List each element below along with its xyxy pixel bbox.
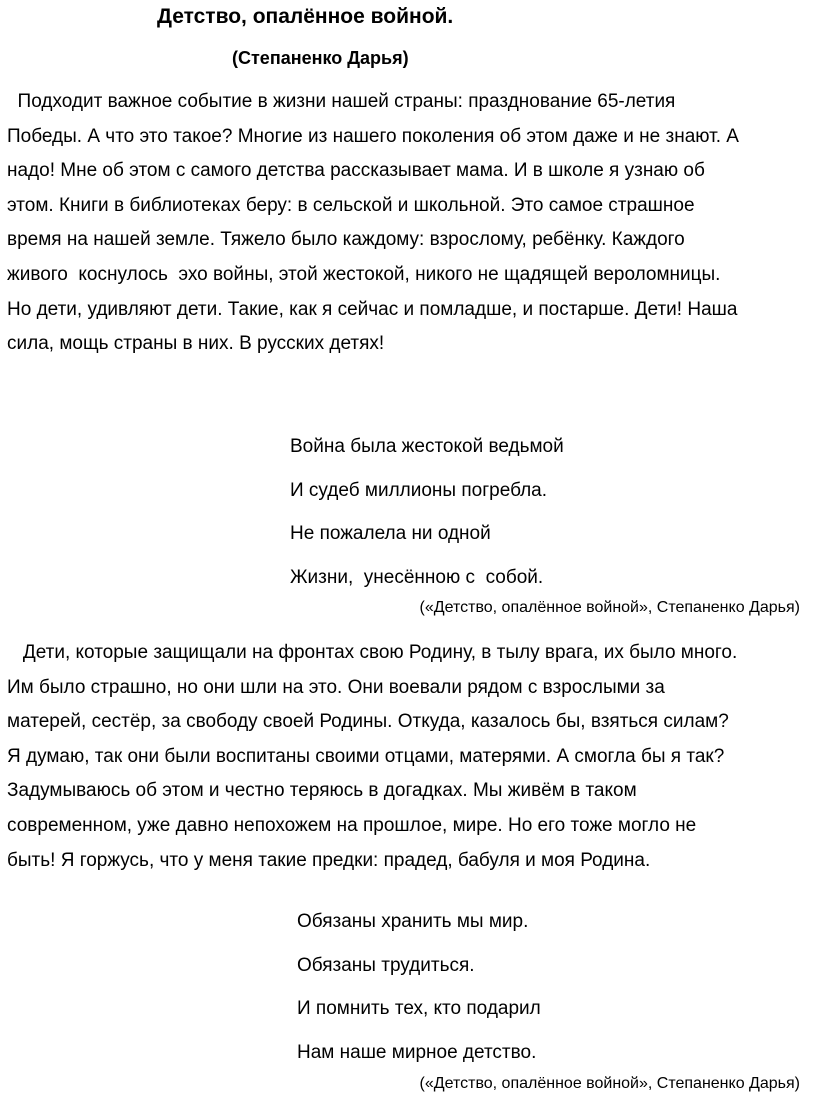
paragraph-line: Дети, которые защищали на фронтах свою Родину, в тылу врага, их было много.: [7, 642, 738, 663]
poem-1-caption: («Детство, опалённое войной», Степаненко Дарья): [419, 599, 800, 616]
paragraph-line: Победы. А что это такое? Многие из нашего поколения об этом даже и не знают. А: [7, 125, 739, 147]
paragraph-line: надо! Мне об этом с самого детства рассказывает мама. И в школе я узнаю об: [7, 160, 705, 182]
paragraph-line: матерей, сестёр, за свободу своей Родины. Откуда, казалось бы, взяться силам?: [7, 711, 729, 733]
document-title: Детство, опалённое войной.: [157, 5, 454, 28]
paragraph-line: этом. Книги в библиотеках беру: в сельской и школьной. Это самое страшное: [7, 194, 695, 216]
paragraph-2: [7, 636, 813, 878]
paragraph-line: сила, мощь страны в них. В русских детях!: [7, 333, 385, 355]
poem-line: И судеб миллионы погребла.: [290, 479, 548, 501]
poem-line: И помнить тех, кто подарил: [297, 998, 541, 1019]
paragraph-line: быть! Я горжусь, что у меня такие предки: прадед, бабуля и моя Родина.: [7, 849, 651, 871]
paragraph-line: время на нашей земле. Тяжело было каждому: взрослому, ребёнку. Каждого: [7, 229, 685, 251]
poem-2: [297, 900, 541, 1074]
document-author: (Степаненко Дарья): [232, 48, 409, 68]
poem-line: Обязаны трудиться.: [297, 954, 475, 976]
paragraph-line: Задумываюсь об этом и честно теряюсь в догадках. Мы живём в таком: [7, 780, 637, 802]
paragraph-line: живого коснулось эхо войны, этой жестокой, никого не щадящей вероломницы.: [7, 263, 721, 285]
paragraph-line: современном, уже давно непохожем на прошлое, мире. Но его тоже могло не: [7, 814, 697, 836]
paragraph-line: Но дети, удивляют дети. Такие, как я сейчас и помладше, и постарше. Дети! Наша: [7, 298, 738, 320]
poem-line: Жизни, унесённою с собой.: [290, 566, 544, 588]
poem-line: Нам наше мирное детство.: [297, 1041, 537, 1063]
poem-line: Обязаны хранить мы мир.: [297, 911, 529, 932]
poem-2-caption: («Детство, опалённое войной», Степаненко Дарья): [419, 1075, 800, 1092]
poem-line: Война была жестокой ведьмой: [290, 436, 564, 457]
paragraph-line: Им было страшно, но они шли на это. Они воевали рядом с взрослыми за: [7, 676, 665, 698]
paragraph-line: Подходит важное событие в жизни нашей страны: празднование 65-летия: [7, 91, 676, 112]
paragraph-1: [7, 85, 813, 362]
poem-1: [290, 425, 564, 599]
poem-line: Не пожалела ни одной: [290, 523, 491, 544]
paragraph-line: Я думаю, так они были воспитаны своими отцами, матерями. А смогла бы я так?: [7, 745, 725, 767]
